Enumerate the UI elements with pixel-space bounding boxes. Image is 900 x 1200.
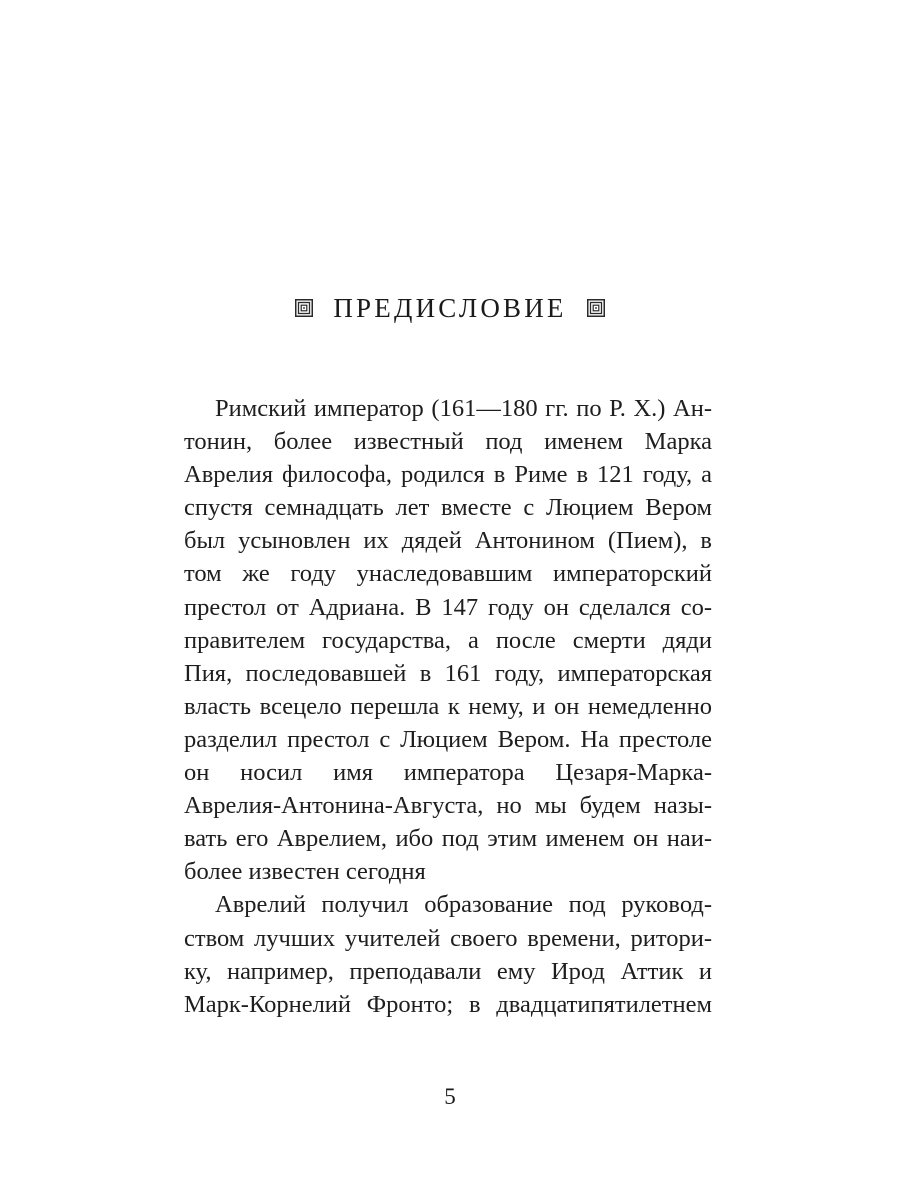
chapter-title: ПРЕДИСЛОВИЕ [333, 293, 567, 323]
text-line: правителем государства, а после смерти дяди [184, 626, 712, 654]
text-line: ку, например, преподавали ему Ирод Аттик и [184, 957, 712, 985]
square-ornament-icon [587, 299, 605, 317]
body-text [184, 392, 712, 1021]
text-line: Аврелий получил образование под руковод- [215, 891, 712, 919]
text-line: Пия, последовавшей в 161 году, императорская [184, 659, 712, 687]
text-line: власть всецело перешла к нему, и он немедленно [184, 692, 712, 720]
text-line: тонин, более известный под именем Марка [184, 428, 712, 456]
paragraph [184, 392, 712, 888]
page-number: 5 [444, 1084, 456, 1109]
chapter-heading [0, 290, 900, 326]
text-line: более известен сегодня [184, 858, 426, 886]
text-line: вать его Аврелием, ибо под этим именем он наи- [184, 825, 712, 853]
text-line: Аврелия-Антонина-Августа, но мы будем назы- [184, 792, 712, 820]
text-line: спустя семнадцать лет вместе с Люцием Вером [184, 494, 712, 522]
square-ornament-icon [295, 299, 313, 317]
text-line: престол от Адриана. В 147 году он сделался со- [184, 593, 712, 621]
text-line: Римский император (161—180 гг. по Р. Х.) Ан- [215, 395, 712, 422]
text-line: Марк-Корнелий Фронто; в двадцатипятилетнем [184, 990, 712, 1018]
paragraph [184, 888, 712, 1020]
text-line: ством лучших учителей своего времени, ритори- [184, 924, 712, 952]
text-line: Аврелия философа, родился в Риме в 121 году, а [184, 461, 712, 489]
text-line: разделил престол с Люцием Вером. На престоле [184, 725, 712, 753]
text-line: он носил имя императора Цезаря-Марка- [184, 759, 712, 787]
text-line: был усыновлен их дядей Антонином (Пием), в [184, 527, 712, 555]
text-line: том же году унаследовавшим императорский [184, 560, 712, 588]
